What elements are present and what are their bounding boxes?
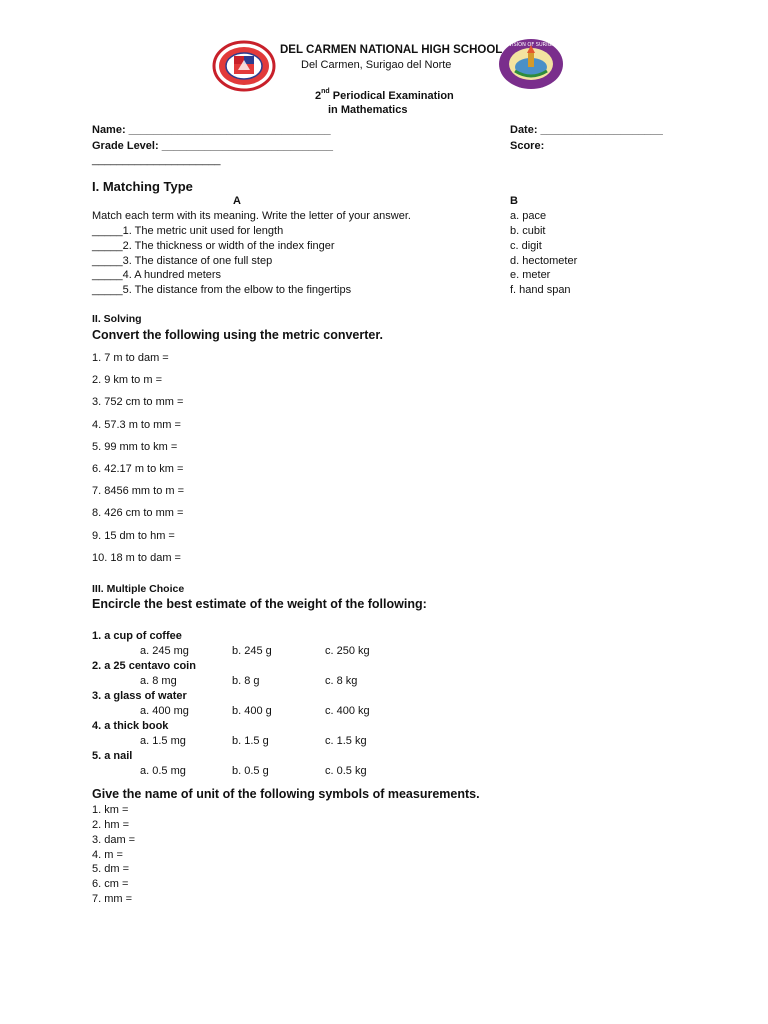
matching-choice: d. hectometer <box>510 255 578 267</box>
unit-symbol-item[interactable]: 4. m = <box>92 849 123 861</box>
mc-option-a[interactable]: a. 8 mg <box>140 675 177 687</box>
mc-question: 5. a nail <box>92 750 133 762</box>
mc-question: 4. a thick book <box>92 720 169 732</box>
column-b-header: B <box>510 195 518 207</box>
mc-option-c[interactable]: c. 400 kg <box>325 705 370 717</box>
conversion-item[interactable]: 2. 9 km to m = <box>92 374 162 386</box>
mc-option-c[interactable]: c. 8 kg <box>325 675 358 687</box>
matching-instruction: Match each term with its meaning. Write the letter of your answer. <box>92 210 411 222</box>
exam-subject: in Mathematics <box>328 104 408 116</box>
conversion-item[interactable]: 9. 15 dm to hm = <box>92 530 175 542</box>
score-field[interactable]: Score: <box>510 140 545 152</box>
school-address: Del Carmen, Surigao del Norte <box>301 59 452 71</box>
conversion-item[interactable]: 8. 426 cm to mm = <box>92 507 184 519</box>
matching-item[interactable]: _____5. The distance from the elbow to the fingertips <box>92 284 352 296</box>
section3-instruction: Encircle the best estimate of the weight of the following: <box>92 597 427 611</box>
conversion-item[interactable]: 4. 57.3 m to mm = <box>92 419 181 431</box>
matching-item[interactable]: _____4. A hundred meters <box>92 269 222 281</box>
conversion-item[interactable]: 1. 7 m to dam = <box>92 352 169 364</box>
unit-symbol-item[interactable]: 1. km = <box>92 804 129 816</box>
mc-option-c[interactable]: c. 1.5 kg <box>325 735 367 747</box>
matching-choice: b. cubit <box>510 225 546 237</box>
conversion-item[interactable]: 7. 8456 mm to m = <box>92 485 185 497</box>
conversion-item[interactable]: 6. 42.17 m to km = <box>92 463 184 475</box>
mc-option-c[interactable]: c. 250 kg <box>325 645 370 657</box>
section1-title: I. Matching Type <box>92 179 193 194</box>
mc-option-a[interactable]: a. 400 mg <box>140 705 189 717</box>
mc-option-b[interactable]: b. 8 g <box>232 675 260 687</box>
column-a-header: A <box>233 195 241 207</box>
section4-instruction: Give the name of unit of the following symbols of measurements. <box>92 787 480 801</box>
mc-option-b[interactable]: b. 245 g <box>232 645 272 657</box>
exam-title-num: 2 <box>315 90 322 102</box>
conversion-item[interactable]: 5. 99 mm to km = <box>92 441 178 453</box>
unit-symbol-item[interactable]: 3. dam = <box>92 834 136 846</box>
date-field[interactable]: Date: ____________________ <box>510 124 663 136</box>
mc-option-b[interactable]: b. 1.5 g <box>232 735 269 747</box>
matching-choice: e. meter <box>510 269 551 281</box>
matching-choice: f. hand span <box>510 284 571 296</box>
mc-option-a[interactable]: a. 245 mg <box>140 645 189 657</box>
mc-question: 1. a cup of coffee <box>92 630 182 642</box>
mc-option-b[interactable]: b. 0.5 g <box>232 765 269 777</box>
exam-title-rest: Periodical Examination <box>329 90 454 102</box>
mc-option-a[interactable]: a. 1.5 mg <box>140 735 186 747</box>
unit-symbol-item[interactable]: 6. cm = <box>92 878 129 890</box>
conversion-item[interactable]: 10. 18 m to dam = <box>92 552 181 564</box>
matching-item[interactable]: _____1. The metric unit used for length <box>92 225 284 237</box>
unit-symbol-item[interactable]: 2. hm = <box>92 819 129 831</box>
grade-level-field[interactable]: Grade Level: ____________________________ <box>92 140 333 152</box>
conversion-item[interactable]: 3. 752 cm to mm = <box>92 396 184 408</box>
section3-title: III. Multiple Choice <box>92 583 185 595</box>
exam-title-sup: nd <box>321 88 330 95</box>
unit-symbol-item[interactable]: 5. dm = <box>92 863 129 875</box>
division-seal-ring-text: DIVISION OF SURIGAO <box>503 42 559 48</box>
mc-question: 2. a 25 centavo coin <box>92 660 196 672</box>
school-name: DEL CARMEN NATIONAL HIGH SCHOOL <box>280 44 503 56</box>
matching-choice: a. pace <box>510 210 547 222</box>
matching-item[interactable]: _____2. The thickness or width of the index finger <box>92 240 335 252</box>
school-seal-icon <box>212 40 276 92</box>
section2-instruction: Convert the following using the metric converter. <box>92 328 384 342</box>
unit-symbol-item[interactable]: 7. mm = <box>92 893 133 905</box>
matching-choice: c. digit <box>510 240 542 252</box>
section2-title: II. Solving <box>92 313 142 325</box>
mc-option-c[interactable]: c. 0.5 kg <box>325 765 367 777</box>
mc-option-a[interactable]: a. 0.5 mg <box>140 765 186 777</box>
mc-option-b[interactable]: b. 400 g <box>232 705 272 717</box>
exam-title <box>315 90 454 102</box>
matching-item[interactable]: _____3. The distance of one full step <box>92 255 273 267</box>
division-seal-icon <box>497 37 565 91</box>
name-field[interactable]: Name: _________________________________ <box>92 124 331 136</box>
extra-line: _____________________ <box>92 154 221 166</box>
mc-question: 3. a glass of water <box>92 690 187 702</box>
